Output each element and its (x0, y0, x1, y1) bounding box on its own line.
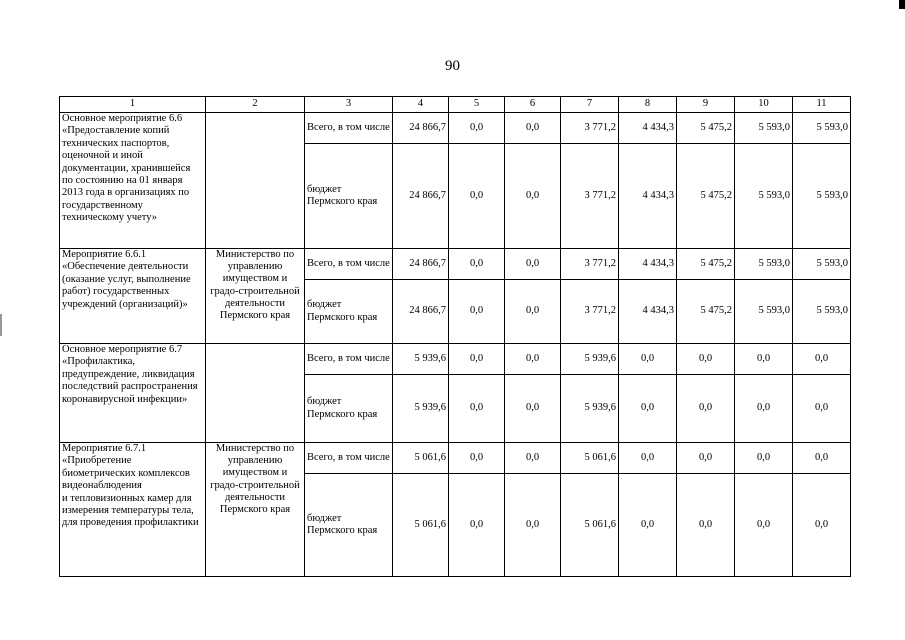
column-number: 8 (619, 97, 677, 113)
amount-cell: 5 593,0 (735, 144, 793, 249)
funding-source: Всего, в том числе (305, 344, 393, 375)
funding-source: бюджет Пермского края (305, 280, 393, 344)
amount-cell: 0,0 (505, 280, 561, 344)
amount-cell: 5 939,6 (561, 344, 619, 375)
scan-mark (0, 314, 2, 336)
amount-cell: 5 475,2 (677, 144, 735, 249)
amount-cell: 4 434,3 (619, 113, 677, 144)
amount-cell: 0,0 (619, 375, 677, 443)
amount-cell: 5 593,0 (793, 280, 851, 344)
amount-cell: 0,0 (677, 474, 735, 577)
amount-cell: 0,0 (735, 443, 793, 474)
amount-cell: 5 593,0 (793, 144, 851, 249)
amount-cell: 0,0 (619, 474, 677, 577)
table-row-total (60, 249, 851, 280)
funding-source: Всего, в том числе (305, 249, 393, 280)
amount-cell: 0,0 (677, 375, 735, 443)
amount-cell: 4 434,3 (619, 280, 677, 344)
amount-cell: 0,0 (449, 474, 505, 577)
executor: Министерство по управлению имуществом и градо-строительной деятельности Пермского края (206, 443, 305, 577)
amount-cell: 0,0 (677, 443, 735, 474)
scan-mark (899, 0, 905, 9)
budget-table (59, 96, 851, 577)
column-number: 4 (393, 97, 449, 113)
activity-name: Основное мероприятие 6.7 «Профилактика, предупреждение, ликвидация последствий распространения коронавирусной инфекции» (60, 344, 206, 443)
amount-cell: 0,0 (449, 344, 505, 375)
amount-cell: 0,0 (449, 375, 505, 443)
amount-cell: 3 771,2 (561, 280, 619, 344)
amount-cell: 3 771,2 (561, 113, 619, 144)
amount-cell: 0,0 (505, 144, 561, 249)
amount-cell: 5 061,6 (393, 443, 449, 474)
table-row-total (60, 443, 851, 474)
amount-cell: 24 866,7 (393, 249, 449, 280)
amount-cell: 5 593,0 (793, 249, 851, 280)
table-row-total (60, 344, 851, 375)
amount-cell: 0,0 (449, 249, 505, 280)
amount-cell: 5 061,6 (393, 474, 449, 577)
funding-source: бюджет Пермского края (305, 474, 393, 577)
column-number: 6 (505, 97, 561, 113)
amount-cell: 5 475,2 (677, 280, 735, 344)
activity-name: Мероприятие 6.6.1 «Обеспечение деятельности (оказание услуг, выполнение работ) государственных учреждений (организаций)» (60, 249, 206, 344)
executor: Министерство по управлению имуществом и градо-строительной деятельности Пермского края (206, 249, 305, 344)
activity-name: Основное мероприятие 6.6 «Предоставление копий технических паспортов, оценочной и иной документации, хранившейся по состоянию на 01 января 2013 года в организациях по государственному техническому учету» (60, 113, 206, 249)
amount-cell: 0,0 (793, 344, 851, 375)
column-number: 3 (305, 97, 393, 113)
column-number: 10 (735, 97, 793, 113)
column-number: 11 (793, 97, 851, 113)
amount-cell: 24 866,7 (393, 113, 449, 144)
amount-cell: 0,0 (735, 474, 793, 577)
amount-cell: 3 771,2 (561, 249, 619, 280)
amount-cell: 0,0 (793, 474, 851, 577)
amount-cell: 0,0 (505, 249, 561, 280)
funding-source: Всего, в том числе (305, 113, 393, 144)
amount-cell: 5 939,6 (393, 375, 449, 443)
amount-cell: 5 593,0 (735, 249, 793, 280)
column-number-row (60, 97, 851, 113)
column-number: 1 (60, 97, 206, 113)
amount-cell: 5 475,2 (677, 113, 735, 144)
amount-cell: 0,0 (793, 443, 851, 474)
amount-cell: 5 939,6 (393, 344, 449, 375)
funding-source: бюджет Пермского края (305, 375, 393, 443)
amount-cell: 0,0 (449, 280, 505, 344)
amount-cell: 5 593,0 (735, 113, 793, 144)
table-row-total (60, 113, 851, 144)
amount-cell: 0,0 (449, 443, 505, 474)
amount-cell: 0,0 (735, 344, 793, 375)
amount-cell: 4 434,3 (619, 144, 677, 249)
column-number: 5 (449, 97, 505, 113)
column-number: 7 (561, 97, 619, 113)
executor (206, 344, 305, 443)
amount-cell: 0,0 (619, 443, 677, 474)
amount-cell: 0,0 (505, 443, 561, 474)
page-number: 90 (445, 58, 460, 74)
amount-cell: 5 475,2 (677, 249, 735, 280)
amount-cell: 24 866,7 (393, 280, 449, 344)
activity-name: Мероприятие 6.7.1 «Приобретение биометрических комплексов видеонаблюдения и тепловизионных камер для измерения температуры тела, для проведения профилактики (60, 443, 206, 577)
funding-source: Всего, в том числе (305, 443, 393, 474)
amount-cell: 0,0 (505, 344, 561, 375)
amount-cell: 5 939,6 (561, 375, 619, 443)
amount-cell: 0,0 (505, 375, 561, 443)
amount-cell: 0,0 (677, 344, 735, 375)
amount-cell: 5 061,6 (561, 474, 619, 577)
amount-cell: 0,0 (449, 144, 505, 249)
column-number: 9 (677, 97, 735, 113)
amount-cell: 3 771,2 (561, 144, 619, 249)
column-number: 2 (206, 97, 305, 113)
amount-cell: 24 866,7 (393, 144, 449, 249)
funding-source: бюджет Пермского края (305, 144, 393, 249)
amount-cell: 0,0 (793, 375, 851, 443)
executor (206, 113, 305, 249)
amount-cell: 0,0 (449, 113, 505, 144)
amount-cell: 0,0 (505, 113, 561, 144)
amount-cell: 5 593,0 (793, 113, 851, 144)
amount-cell: 5 593,0 (735, 280, 793, 344)
amount-cell: 5 061,6 (561, 443, 619, 474)
amount-cell: 0,0 (619, 344, 677, 375)
amount-cell: 4 434,3 (619, 249, 677, 280)
amount-cell: 0,0 (735, 375, 793, 443)
amount-cell: 0,0 (505, 474, 561, 577)
